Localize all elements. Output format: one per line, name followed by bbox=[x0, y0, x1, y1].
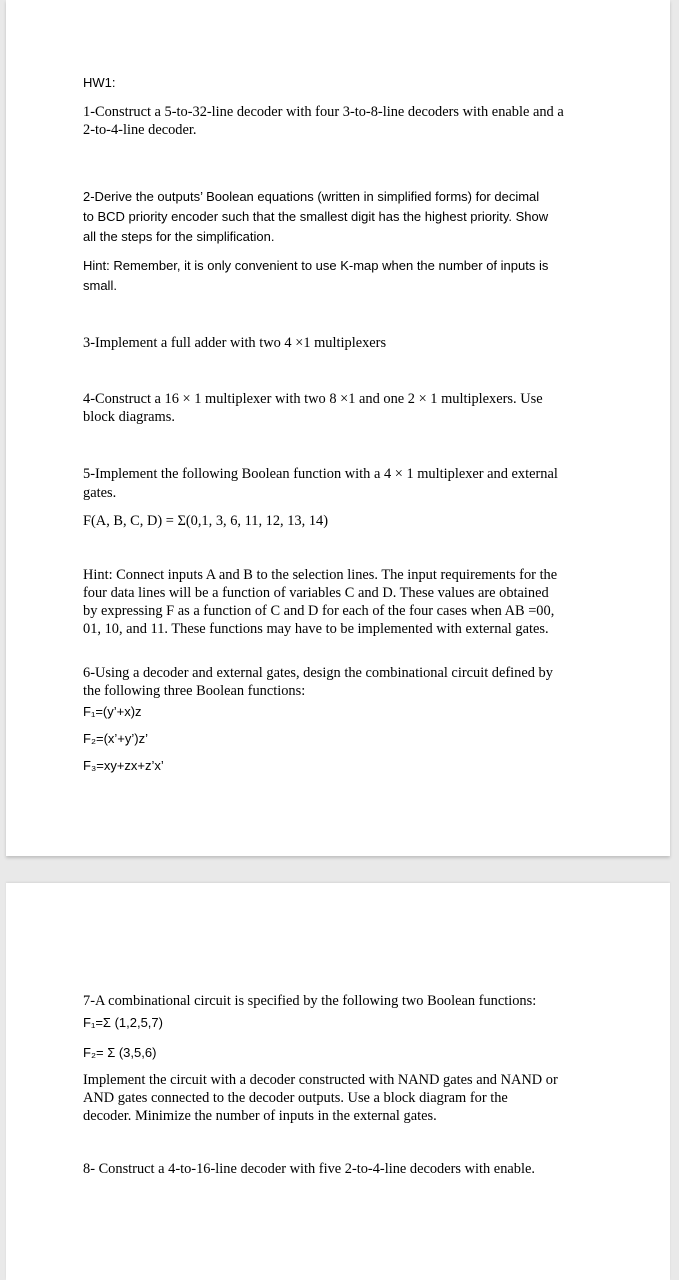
question-5-function: F(A, B, C, D) = Σ(0,1, 3, 6, 11, 12, 13, 14) bbox=[83, 513, 329, 529]
question-1-line-2: 2-to-4-line decoder. bbox=[83, 122, 197, 138]
question-5-hint-line-4: 01, 10, and 11. These functions may have to be implemented with external gates. bbox=[83, 621, 549, 637]
question-7-function-f1: F₁=Σ (1,2,5,7) bbox=[83, 1015, 163, 1030]
question-2-line-1: 2-Derive the outputs’ Boolean equations (written in simplified forms) for decimal bbox=[83, 189, 540, 204]
question-7-intro: 7-A combinational circuit is specified by the following two Boolean functions: bbox=[83, 993, 537, 1009]
question-7-function-f2: F₂= Σ (3,5,6) bbox=[83, 1045, 157, 1060]
question-4-line-2: block diagrams. bbox=[83, 409, 175, 425]
homework-title: HW1: bbox=[83, 75, 116, 90]
question-2-line-3: all the steps for the simplification. bbox=[83, 229, 275, 244]
document-page-1 bbox=[6, 0, 670, 856]
question-6-function-f1: F₁=(y’+x)z bbox=[83, 704, 142, 719]
document-page-2 bbox=[6, 883, 670, 1280]
question-6-function-f2: F₂=(x’+y’)z’ bbox=[83, 731, 148, 746]
question-6-function-f3: F₃=xy+zx+z’x’ bbox=[83, 758, 164, 773]
question-5-hint-line-1: Hint: Connect inputs A and B to the selection lines. The input requirements for the bbox=[83, 567, 558, 583]
question-7-body-line-1: Implement the circuit with a decoder constructed with NAND gates and NAND or bbox=[83, 1072, 558, 1088]
question-6-line-1: 6-Using a decoder and external gates, design the combinational circuit defined by bbox=[83, 665, 553, 681]
question-6-line-2: the following three Boolean functions: bbox=[83, 683, 306, 699]
question-4-line-1: 4-Construct a 16 × 1 multiplexer with two 8 ×1 and one 2 × 1 multiplexers. Use bbox=[83, 391, 543, 407]
question-5-hint-line-3: by expressing F as a function of C and D for each of the four cases when AB =00, bbox=[83, 603, 555, 619]
question-2-hint-line-2: small. bbox=[83, 278, 117, 293]
question-2-hint-line-1: Hint: Remember, it is only convenient to use K-map when the number of inputs is bbox=[83, 258, 549, 273]
question-8: 8- Construct a 4-to-16-line decoder with five 2-to-4-line decoders with enable. bbox=[83, 1161, 535, 1177]
question-5-hint-line-2: four data lines will be a function of variables C and D. These values are obtained bbox=[83, 585, 549, 601]
question-7-body-line-3: decoder. Minimize the number of inputs in the external gates. bbox=[83, 1108, 437, 1124]
question-5-line-2: gates. bbox=[83, 485, 117, 501]
question-1-line-1: 1-Construct a 5-to-32-line decoder with four 3-to-8-line decoders with enable and a bbox=[83, 104, 564, 120]
question-3: 3-Implement a full adder with two 4 ×1 multiplexers bbox=[83, 335, 387, 351]
question-2-line-2: to BCD priority encoder such that the smallest digit has the highest priority. Show bbox=[83, 209, 549, 224]
question-5-line-1: 5-Implement the following Boolean function with a 4 × 1 multiplexer and external bbox=[83, 466, 558, 482]
question-7-body-line-2: AND gates connected to the decoder outputs. Use a block diagram for the bbox=[83, 1090, 508, 1106]
